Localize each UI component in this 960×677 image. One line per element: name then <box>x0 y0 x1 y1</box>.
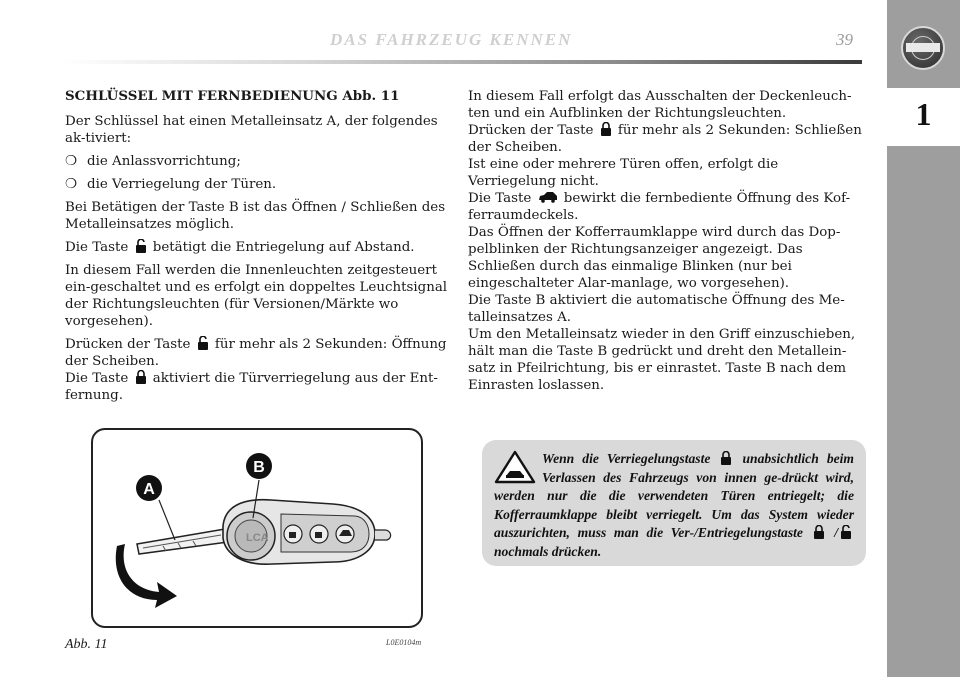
brand-logo-icon <box>901 26 945 70</box>
unlock-icon <box>840 525 852 539</box>
bullet-circle-icon: ❍ <box>65 154 78 169</box>
paragraph: Um den Metalleinsatz wieder in den Griff einzuschieben, hält man die Taste B gedrückt und dreht den Metallein-satz in Pfeilrichtung, bis er einrastet. Taste B nach dem Einrasten loslassen. <box>468 327 856 393</box>
leader-line-a <box>159 500 175 540</box>
paragraph: In diesem Fall werden die Innenleuchten zeitgesteuert ein-geschaltet und es erfolgt ein doppeltes Leuchtsignal der Richtungsleuchten (für Versionen/Märkte wo vorgesehen). <box>65 263 448 329</box>
key-fob-drawing <box>93 430 421 626</box>
label-a-text: A <box>143 481 155 498</box>
lock-icon <box>135 370 147 384</box>
page-number: 39 <box>836 30 853 49</box>
lock-icon <box>813 525 825 539</box>
label-a <box>136 475 162 501</box>
header-title: DAS FAHRZEUG KENNEN <box>330 30 573 49</box>
text-run: betätigt die Entriegelung auf Abstand. <box>148 240 415 255</box>
text-run: für mehr als 2 Sekunden: Öffnung der Scheiben. <box>65 337 447 369</box>
bullet-circle-icon: ❍ <box>65 177 78 192</box>
paragraph: Bei Betätigen der Taste B ist das Öffnen / Schließen des Metalleinsatzes möglich. <box>65 200 446 232</box>
list-item <box>65 153 450 170</box>
fob-small-buttons <box>284 525 354 543</box>
text-run: Wenn die Verriegelungstaste <box>542 451 719 466</box>
warning-triangle-icon <box>494 450 536 484</box>
text-run: aktiviert die Türverriegelung aus der Ent-fernung. <box>65 371 438 403</box>
paragraph <box>65 370 450 404</box>
list-item-text: die Anlassvorrichtung; <box>87 154 241 169</box>
text-run: nochmals drücken. <box>494 543 602 559</box>
figure-key-illustration <box>91 428 423 628</box>
list-item <box>65 176 450 193</box>
warning-icon-slot <box>494 450 542 486</box>
paragraph: In diesem Fall erfolgt das Ausschalten der Deckenleuch-ten und ein Aufblinken der Richtungsleuchten. <box>468 89 852 121</box>
warning-text <box>494 450 854 561</box>
paragraph: Das Öffnen der Kofferraumklappe wird durch das Dop-pelblinken der Richtungsanzeiger angezeigt. Das Schließen durch das einmalige Blinken (nur bei eingeschalteter Alar-manlage, wo vorgesehen). <box>468 225 841 291</box>
text-run: Drücken der Taste <box>468 123 598 138</box>
text-run: Drücken der Taste <box>65 337 195 352</box>
text-run: unabsichtlich beim Verlassen des Fahrzeugs von innen ge-drückt wird, werden nur die die verwendeten Türen entriegelt; die Kofferraumklappe bleibt verriegelt. Um das System wieder auszurichten, muss man die Ver-/Entriegelungstaste <box>494 451 854 540</box>
unlock-icon <box>135 239 147 253</box>
unlock-icon <box>197 336 209 350</box>
list-item-text: die Verriegelung der Türen. <box>87 177 277 192</box>
text-run: Die Taste <box>65 240 133 255</box>
chapter-indicator[interactable] <box>887 88 960 146</box>
paragraph: Der Schlüssel hat einen Metalleinsatz A, der folgendes ak-tiviert: <box>65 114 438 146</box>
right-text-column <box>468 88 866 394</box>
paragraph <box>65 336 450 370</box>
paragraph: Ist eine oder mehrere Türen offen, erfolgt die Verriegelung nicht. <box>468 157 779 189</box>
left-text-column <box>65 88 450 410</box>
logo-banner <box>906 43 940 52</box>
label-b-text: B <box>253 459 265 476</box>
section-heading: SCHLÜSSEL MIT FERNBEDIENUNG Abb. 11 <box>65 88 400 104</box>
figure-caption: Abb. 11 <box>65 637 108 652</box>
warning-box <box>482 440 866 566</box>
paragraph <box>468 122 866 156</box>
metal-blade <box>137 529 228 554</box>
paragraph <box>468 190 866 224</box>
label-b <box>246 453 272 479</box>
paragraph: Die Taste B aktiviert die automatische Öffnung des Me-talleinsatzes A. <box>468 293 845 325</box>
lock-icon <box>600 122 612 136</box>
text-run: / <box>826 525 838 540</box>
svg-text:LCA: LCA <box>246 532 269 544</box>
text-run: Die Taste <box>65 371 133 386</box>
chapter-number: 1 <box>915 96 932 132</box>
lock-icon <box>720 451 732 465</box>
header-rule <box>62 60 862 64</box>
text-run: bewirkt die fernbediente Öffnung des Kof-ferraumdeckels. <box>468 191 851 223</box>
paragraph <box>65 239 450 256</box>
figure-code: L0E0104m <box>386 638 422 647</box>
fob-button-b <box>227 512 275 560</box>
text-run: für mehr als 2 Sekunden: Schließen der Scheiben. <box>468 123 862 155</box>
text-run: Die Taste <box>468 191 536 206</box>
trunk-car-icon <box>538 191 558 203</box>
